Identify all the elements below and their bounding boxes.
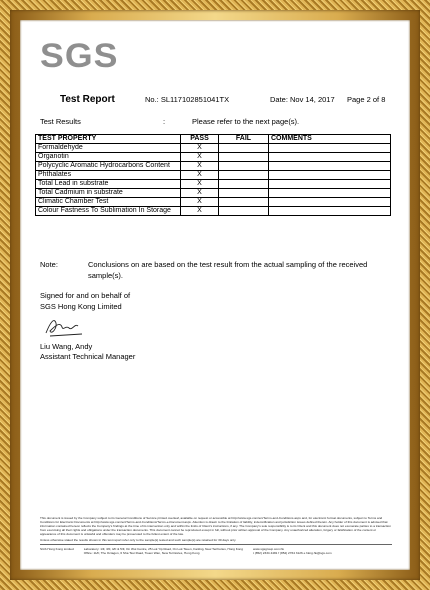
table-header-row: [36, 135, 391, 144]
cell-pass: X: [181, 180, 219, 189]
signed-line-2: SGS Hong Kong Limited: [40, 302, 122, 311]
header-comments: COMMENTS: [269, 135, 391, 144]
table-row: [36, 207, 391, 216]
cell-fail: [219, 189, 269, 198]
footer-divider: [40, 544, 392, 545]
footer-web[interactable]: www.sgsgroup.com.hk: [252, 547, 284, 551]
note-label: Note:: [40, 260, 58, 269]
cell-fail: [219, 162, 269, 171]
table-row: [36, 171, 391, 180]
page-indicator: Page 2 of 8: [347, 95, 386, 104]
cell-fail: [219, 144, 269, 153]
signed-line-1: Signed for and on behalf of: [40, 291, 131, 300]
cell-property: Climatic Chamber Test: [36, 198, 181, 207]
cell-property: Phthalates: [36, 171, 181, 180]
signer-name: Liu Wang, Andy: [40, 342, 93, 351]
header-pass: PASS: [181, 135, 219, 144]
cell-fail: [219, 198, 269, 207]
report-header: [20, 94, 410, 108]
test-results-value: Please refer to the next page(s).: [192, 117, 300, 126]
handwritten-signature: [42, 313, 112, 339]
report-number: No.: SL117102851041TX: [145, 95, 230, 104]
report-date: Date: Nov 14, 2017: [270, 95, 335, 104]
cell-comments: [269, 180, 391, 189]
footer-links: [253, 547, 332, 555]
header-test-property: TEST PROPERTY: [36, 135, 181, 144]
footer-address-office: Office: 11/F, The Octagon, 6 Sha Tsui Road, Tsuen Wan, New Territories, Hong Kong: [83, 551, 200, 555]
footer-phone: t (852) 2334 4481 f (852) 2764 3126: [252, 551, 303, 555]
cell-comments: [269, 153, 391, 162]
signer-title: Assistant Technical Manager: [40, 352, 136, 361]
signed-on-behalf: [40, 290, 130, 312]
cell-pass: X: [181, 198, 219, 207]
table-row: [36, 153, 391, 162]
cell-comments: [269, 144, 391, 153]
table-row: [36, 189, 391, 198]
table-row: [36, 180, 391, 189]
cell-pass: X: [181, 162, 219, 171]
footer-email[interactable]: e hkng.hk@sgs.com: [303, 551, 332, 555]
footer-addresses: [84, 547, 243, 555]
cell-pass: X: [181, 153, 219, 162]
cell-pass: X: [181, 207, 219, 216]
certificate-page: [20, 20, 410, 570]
table-row: [36, 162, 391, 171]
cell-pass: X: [181, 189, 219, 198]
note-text: Conclusions on are based on the test result from the actual sampling of the received sample(s).: [88, 260, 368, 280]
cell-pass: X: [181, 171, 219, 180]
test-results-label: Test Results: [40, 117, 81, 126]
footer-company: SGS Hong Kong Limited: [40, 547, 74, 551]
cell-comments: [269, 207, 391, 216]
cell-fail: [219, 207, 269, 216]
test-results-table: [35, 134, 391, 216]
footer-terms-text: This document is issued by the Company subject to its General Conditions of Service printed overleaf, available on request or accessible at http://www.sgs.com/en/Terms-and-Conditions.aspx and, for electronic format documents, subject to Terms and Conditions for Electronic Documents at http://www.sgs.com/en/Terms-and-Conditions/Terms-e-Document.aspx. Attention is drawn to the limitation of liability, indemnification and jurisdiction issues defined therein. Any holder of this document is advised that information contained hereon reflects the Company's findings at the time of its intervention only and within the limits of Client's instructions, if any. The Company's sole responsibility is to its Client and this document does not exonerate parties to a transaction from exercising all their rights and obligations under the transaction documents. This document cannot be reproduced except in full, without prior written approval of the Company. Any unauthorized alteration, forgery or falsification of the content or appearance of this document is unlawful and offenders may be prosecuted to the fullest extent of the law.: [40, 516, 391, 536]
footer: [40, 516, 392, 555]
footer-retention-note: Unless otherwise stated the results shown in this test report refer only to the sample(s) tested and such sample(s) are retained for 30 days only.: [40, 538, 237, 542]
cell-comments: [269, 198, 391, 207]
cell-property: Colour Fastness To Sublimation In Storage: [36, 207, 181, 216]
cell-fail: [219, 171, 269, 180]
cell-comments: [269, 171, 391, 180]
test-results-colon: :: [163, 117, 166, 126]
cell-fail: [219, 153, 269, 162]
report-title: Test Report: [60, 94, 115, 105]
cell-fail: [219, 180, 269, 189]
header-fail: FAIL: [219, 135, 269, 144]
sgs-logo: SGS: [40, 37, 119, 75]
cell-comments: [269, 162, 391, 171]
table-row: [36, 198, 391, 207]
footer-contact: [40, 547, 392, 555]
signer-block: [40, 342, 135, 362]
cell-pass: X: [181, 144, 219, 153]
table-row: [36, 144, 391, 153]
cell-property: Total Lead in substrate: [36, 180, 181, 189]
cell-property: Formaldehyde: [36, 144, 181, 153]
cell-property: Polycyclic Aromatic Hydrocarbons Content: [36, 162, 181, 171]
footer-address-lab: Laboratory: 1/F, 3/F, 4/F & 5/F, On Wui Centre, 25 Lok Yip Road, On Lok Tsuen, Fanling, New Territories, Hong Kong: [83, 547, 243, 551]
cell-property: Total Cadmium in substrate: [36, 189, 181, 198]
cell-property: Organotin: [36, 153, 181, 162]
cell-comments: [269, 189, 391, 198]
